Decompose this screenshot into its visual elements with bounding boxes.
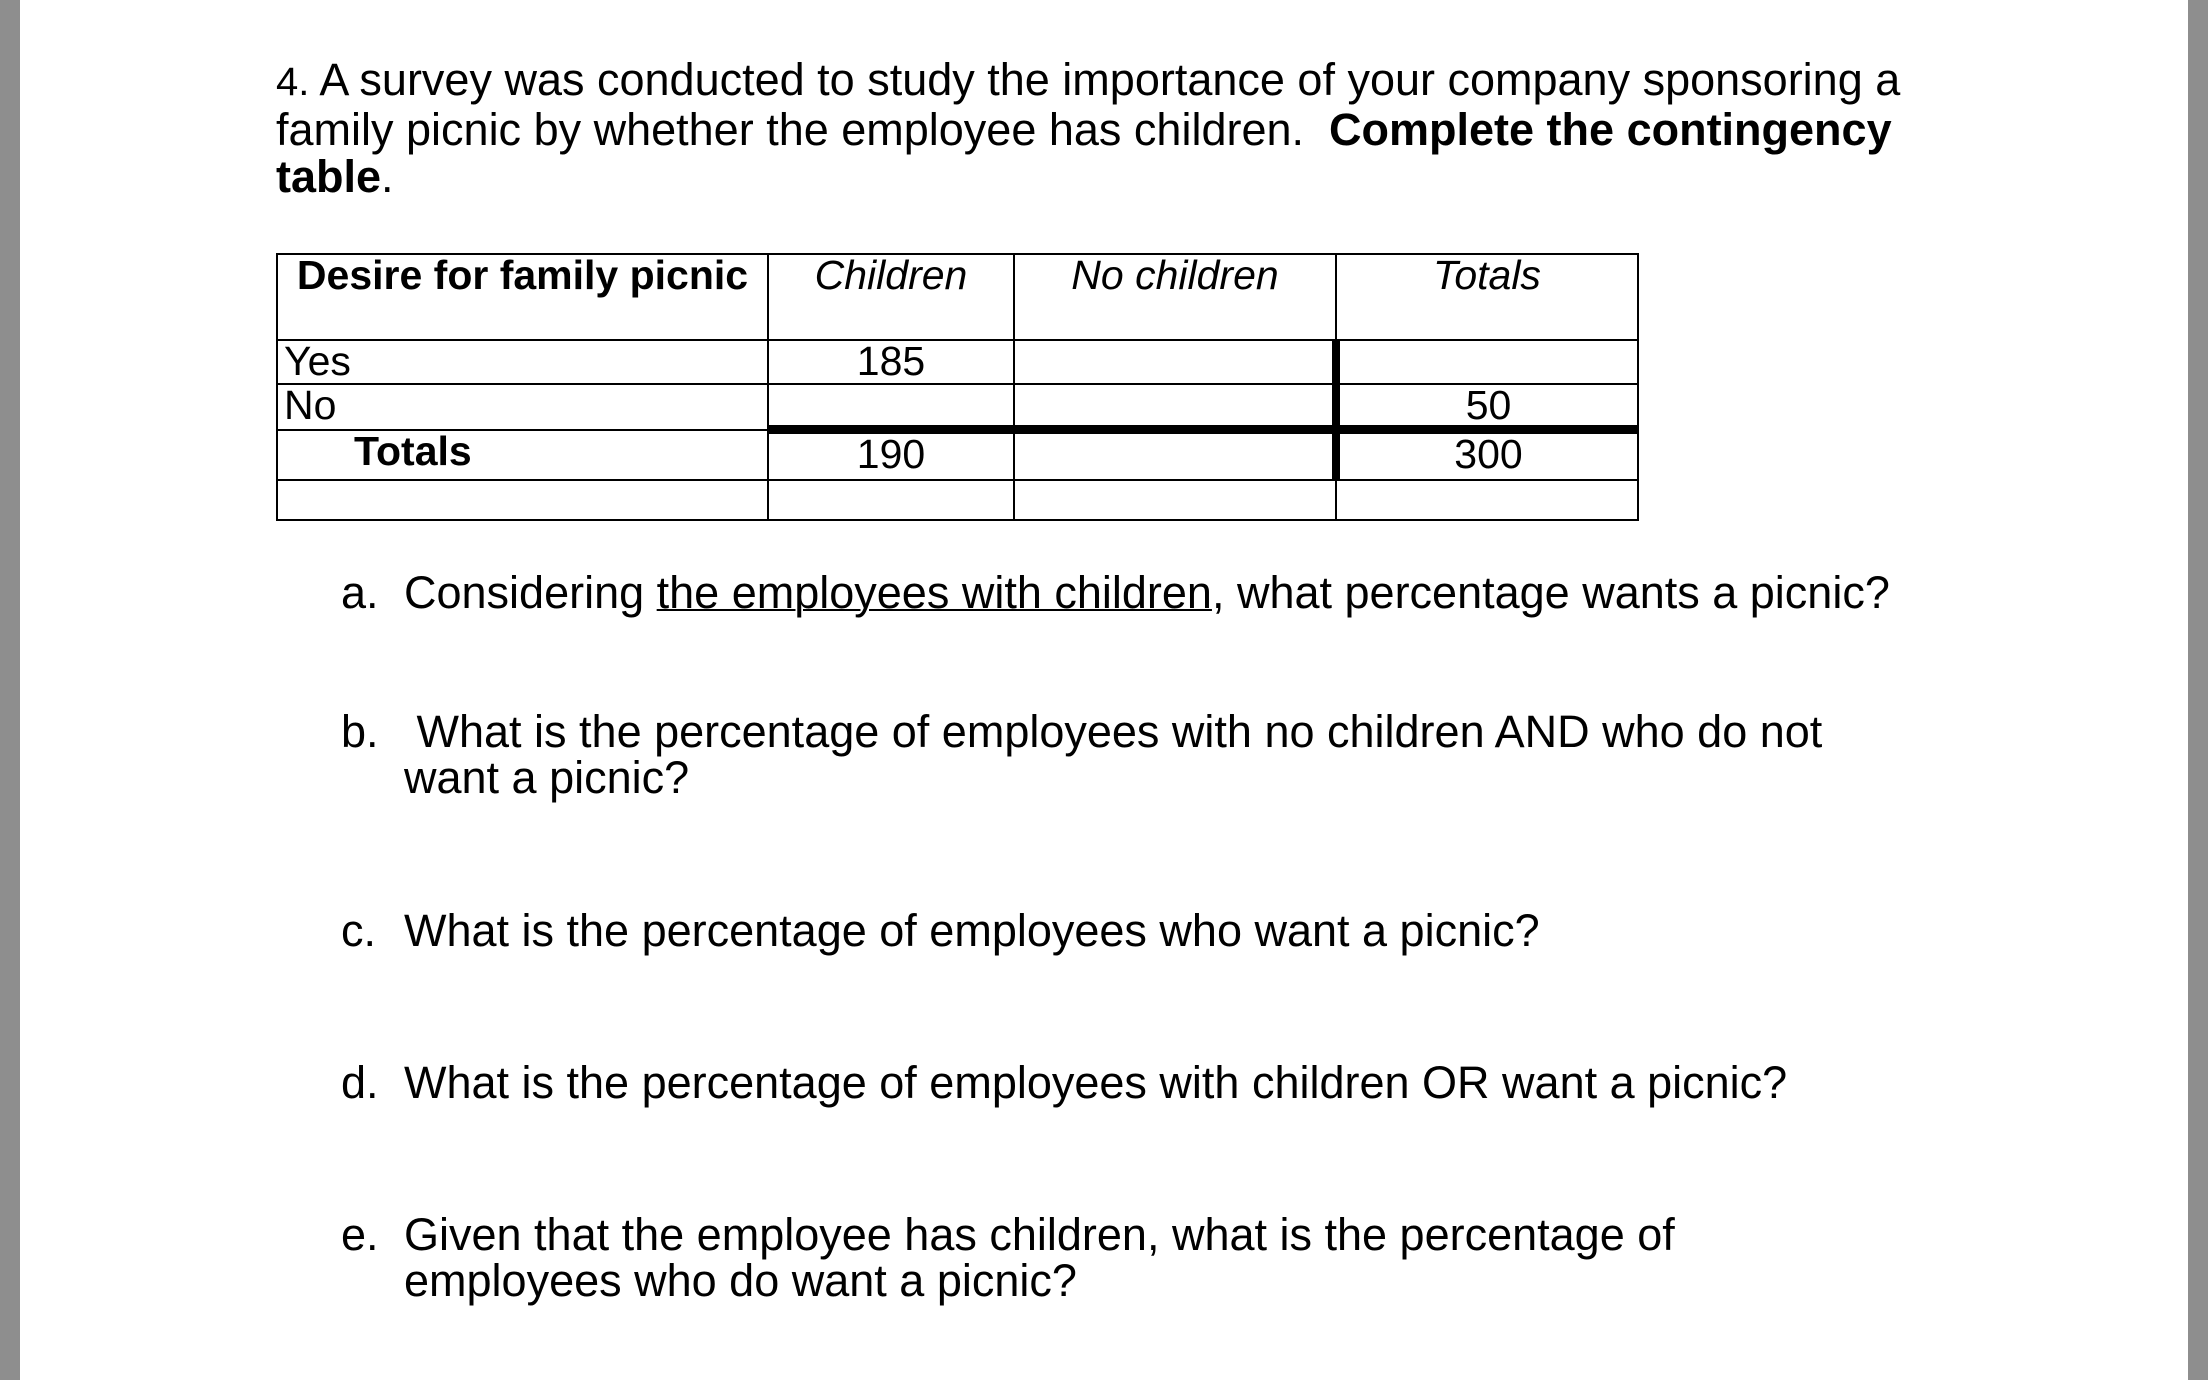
cell-children[interactable]: 190 [768, 430, 1014, 480]
cell-totals[interactable] [1336, 340, 1638, 384]
subquestion-label: a. [341, 567, 379, 618]
question-4 [276, 56, 1976, 200]
row-label: Totals [277, 430, 768, 480]
cell-totals[interactable] [1336, 480, 1638, 520]
question-number: 4. [276, 60, 310, 104]
cell-no-children[interactable] [1014, 340, 1336, 384]
subquestion-label: d. [341, 1057, 379, 1108]
row-label [277, 480, 768, 520]
text-post: , what percentage wants a picnic? [1211, 567, 1890, 618]
contingency-table [276, 253, 1639, 521]
text-pre: Considering [404, 567, 657, 618]
subquestion-label: e. [341, 1209, 379, 1260]
header-no-children: No children [1014, 254, 1336, 340]
cell-totals[interactable]: 300 [1336, 430, 1638, 480]
table-row [277, 480, 1638, 520]
table-header-row [277, 254, 1638, 340]
row-label: No [277, 384, 768, 430]
question-instruction: Complete the contingency table [276, 104, 1892, 202]
header-desire: Desire for family picnic [277, 254, 768, 340]
subquestion-text: Given that the employee has children, what is the percentage of [404, 1209, 1675, 1260]
question-text: A survey was conducted to study the importance of your company sponsoring a family picnic by whether the employee has children. [276, 54, 1901, 155]
cell-no-children[interactable] [1014, 430, 1336, 480]
subquestion-text: What is the percentage of employees who want a picnic? [404, 905, 1540, 956]
underlined-text: the employees with children [656, 567, 1212, 618]
subquestion-text: employees who do want a picnic? [404, 1255, 1077, 1306]
cell-children[interactable] [768, 384, 1014, 430]
table-row [277, 384, 1638, 430]
period: . [381, 151, 394, 202]
subquestion-text [404, 567, 2004, 618]
subquestion-text: What is the percentage of employees with no children AND who do not [404, 706, 1823, 757]
subquestion-label: b. [341, 706, 379, 757]
cell-totals[interactable]: 50 [1336, 384, 1638, 430]
subquestion-label: c. [341, 905, 377, 956]
row-label: Yes [277, 340, 768, 384]
subquestion-text: What is the percentage of employees with children OR want a picnic? [404, 1057, 1788, 1108]
cell-no-children[interactable] [1014, 480, 1336, 520]
document-page [20, 0, 2188, 1380]
header-totals: Totals [1336, 254, 1638, 340]
header-children: Children [768, 254, 1014, 340]
cell-children[interactable]: 185 [768, 340, 1014, 384]
table-row [277, 430, 1638, 480]
subquestion-text: want a picnic? [404, 752, 690, 803]
cell-children[interactable] [768, 480, 1014, 520]
table-row [277, 340, 1638, 384]
cell-no-children[interactable] [1014, 384, 1336, 430]
